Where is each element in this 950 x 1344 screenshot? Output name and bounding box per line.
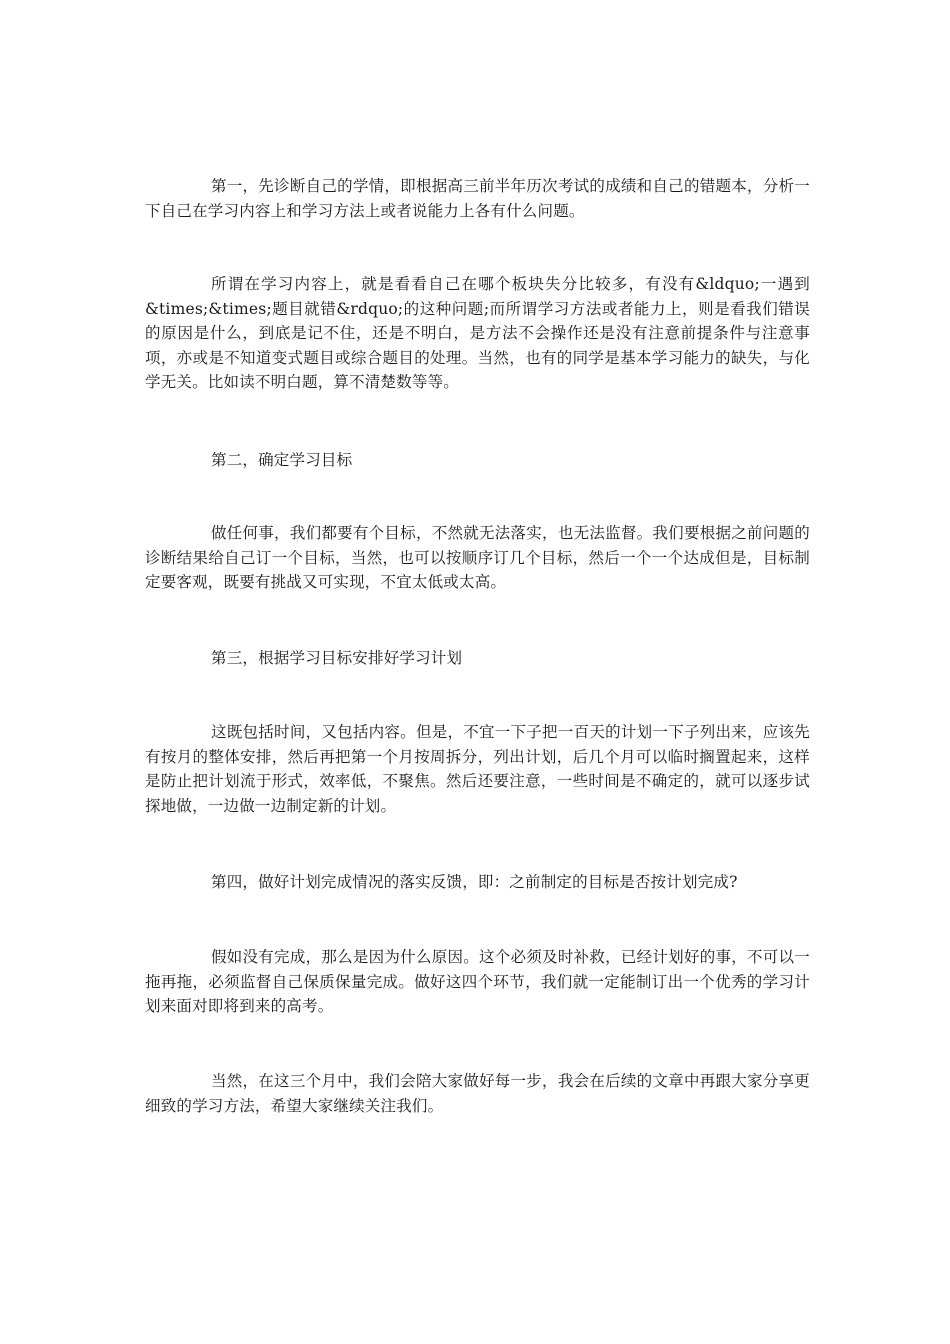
paragraph-goals: 做任何事，我们都要有个目标，不然就无法落实，也无法监督。我们要根据之前问题的诊断结果给自己订一个目标，当然，也可以按顺序订几个目标，然后一个一个达成但是，目标制定要客观，既要有挑战又可实现，不宜太低或太高。: [145, 524, 810, 591]
paragraph-plan: 这既包括时间，又包括内容。但是，不宜一下子把一百天的计划一下子列出来，应该先有按月的整体安排，然后再把第一个月按周拆分，列出计划，后几个月可以临时搁置起来，这样是防止把计划流于形式，效率低，不聚焦。然后还要注意，一些时间是不确定的，就可以逐步试探地做，一边做一边制定新的计划。: [145, 723, 810, 815]
paragraph-closing: 当然，在这三个月中，我们会陪大家做好每一步，我会在后续的文章中再跟大家分享更细致的学习方法，希望大家继续关注我们。: [145, 1072, 810, 1115]
paragraph-diagnose-learning: 第一，先诊断自己的学情，即根据高三前半年历次考试的成绩和自己的错题本，分析一下自己在学习内容上和学习方法上或者说能力上各有什么问题。: [145, 177, 810, 220]
heading-set-goals: 第二，确定学习目标: [211, 451, 353, 469]
heading-arrange-plan: 第三，根据学习目标安排好学习计划: [211, 649, 463, 667]
heading-feedback: 第四，做好计划完成情况的落实反馈，即：之前制定的目标是否按计划完成?: [211, 873, 738, 891]
paragraph-feedback: 假如没有完成，那么是因为什么原因。这个必须及时补救，已经计划好的事，不可以一拖再拖，必须监督自己保质保量完成。做好这四个环节，我们就一定能制订出一个优秀的学习计划来面对即将到来的高考。: [145, 948, 810, 1015]
paragraph-content-and-method: 所谓在学习内容上，就是看看自己在哪个板块失分比较多，有没有&ldquo;一遇到&times;&times;题目就错&rdquo;的这种问题;而所谓学习方法或者能力上，则是看我们错误的原因是什么，到底是记不住，还是不明白，是方法不会操作还是没有注意前提条件与注意事项，亦或是不知道变式题目或综合题目的处理。当然，也有的同学是基本学习能力的缺失，与化学无关。比如读不明白题，算不清楚数等等。: [145, 275, 810, 391]
